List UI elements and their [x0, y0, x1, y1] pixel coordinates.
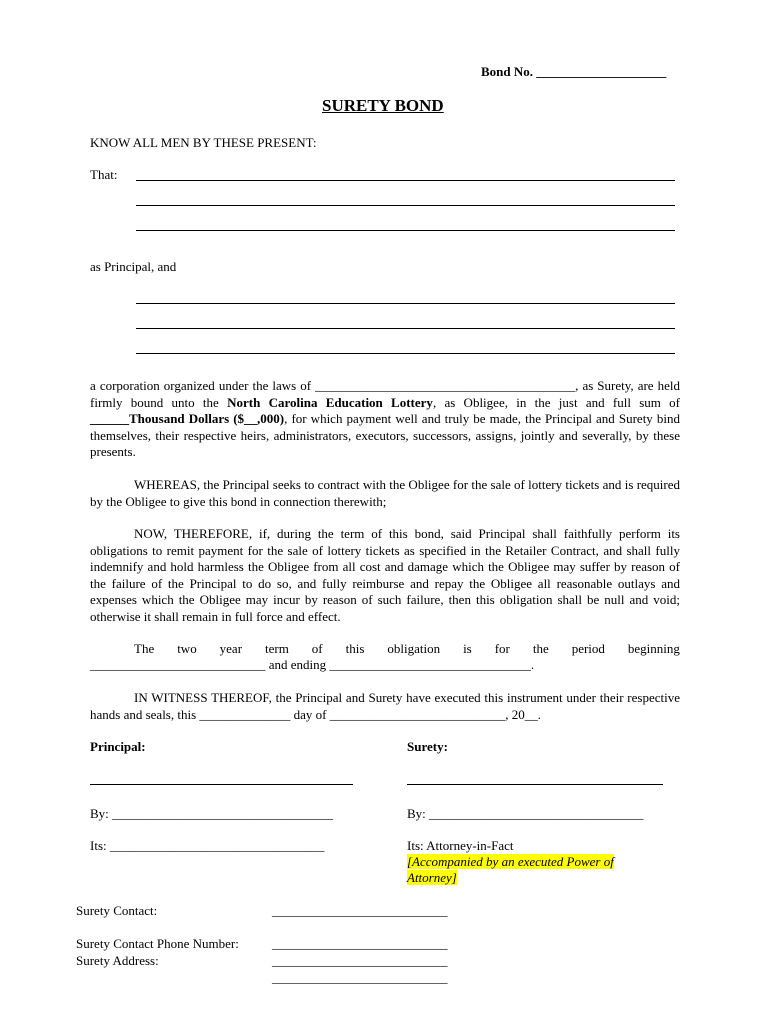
- para1-text-2: , as Obligee, in the just and full sum of: [432, 394, 680, 410]
- now-therefore-paragraph: NOW, THEREFORE, if, during the term of this bond, said Principal shall faithfully perform its obligations to remit payment for the sale of lottery tickets as specified in the Retailer Contract, and shall fully indemnify and hold harmless the Obligee from all cost and damage which the Obligee may suffer by reason of the failure of the Principal to do so, and fully reimburse and repay the Obligee all reasonable outlays and expenses which the Obligee may incur by reason of such failure, then this obligation shall be null and void; otherwise it shall remain in full force and effect.: [90, 526, 680, 624]
- power-of-attorney-note: [407, 854, 614, 870]
- as-principal-text: as Principal, and: [90, 259, 177, 274]
- term-dates-line[interactable]: ___________________________ and ending _______________________________.: [90, 657, 535, 672]
- term-word: for: [494, 641, 510, 656]
- surety-its-field: Its: Attorney-in-Fact: [407, 838, 514, 853]
- term-word: this: [345, 641, 365, 656]
- power-of-attorney-note-cont: [407, 870, 457, 886]
- term-word: period: [571, 641, 605, 656]
- bond-paragraph-1: [90, 378, 680, 461]
- surety-phone-field[interactable]: ___________________________: [272, 936, 448, 951]
- para1-text-3: , for which payment well and truly be made, the Principal and Surety bind themselves, their respective heirs, administrators, executors, successors, assigns, jointly and severally, by these presents.: [90, 411, 680, 460]
- principal-name-line-3[interactable]: [136, 230, 675, 231]
- principal-by-field[interactable]: By: __________________________________: [90, 806, 334, 821]
- term-word: of: [311, 641, 323, 656]
- principal-signature-line[interactable]: [90, 784, 353, 785]
- term-word: the: [532, 641, 549, 656]
- term-word: The: [134, 641, 155, 656]
- surety-name-line-3[interactable]: [136, 353, 675, 354]
- principal-name-line-2[interactable]: [136, 205, 675, 206]
- principal-label: Principal:: [90, 739, 146, 754]
- term-word: term: [265, 641, 289, 656]
- bond-number: Bond No. ____________________: [481, 64, 667, 79]
- bond-amount: ______Thousand Dollars ($__,000): [90, 411, 285, 427]
- poa-note-line-1: [Accompanied by an executed Power of: [407, 854, 614, 869]
- that-label: That:: [90, 167, 118, 182]
- principal-its-field[interactable]: Its: _________________________________: [90, 838, 325, 853]
- surety-name-line-2[interactable]: [136, 328, 675, 329]
- term-word: beginning: [627, 641, 680, 656]
- surety-label: Surety:: [407, 739, 448, 754]
- surety-address-label: Surety Address:: [76, 953, 159, 968]
- surety-phone-label: Surety Contact Phone Number:: [76, 936, 239, 951]
- term-word: year: [219, 641, 243, 656]
- surety-address-field-2[interactable]: ___________________________: [272, 970, 448, 985]
- para1-text-1: a corporation organized under the laws of ________________________________________, as Surety, are held firmly bound unto the: [90, 378, 680, 410]
- principal-name-line-1[interactable]: [136, 180, 675, 181]
- surety-signature-line[interactable]: [407, 784, 663, 785]
- surety-contact-field[interactable]: ___________________________: [272, 903, 448, 918]
- obligee-name: North Carolina Education Lottery: [227, 394, 433, 410]
- intro-text: KNOW ALL MEN BY THESE PRESENT:: [90, 135, 317, 150]
- term-word: two: [177, 641, 197, 656]
- term-line-1: [90, 641, 680, 657]
- surety-address-field-1[interactable]: ___________________________: [272, 953, 448, 968]
- poa-note-line-2: Attorney]: [407, 870, 457, 885]
- surety-contact-label: Surety Contact:: [76, 903, 158, 918]
- surety-name-line-1[interactable]: [136, 303, 675, 304]
- document-title: SURETY BOND: [322, 96, 444, 115]
- term-word: is: [463, 641, 472, 656]
- term-word: obligation: [387, 641, 441, 656]
- in-witness-paragraph: IN WITNESS THEREOF, the Principal and Surety have executed this instrument under their respective hands and seals, this ______________ day of ___________________________, 20__.: [90, 690, 680, 722]
- surety-by-field[interactable]: By: _________________________________: [407, 806, 644, 821]
- whereas-paragraph: WHEREAS, the Principal seeks to contract with the Obligee for the sale of lottery tickets and is required by the Obligee to give this bond in connection therewith;: [90, 477, 680, 509]
